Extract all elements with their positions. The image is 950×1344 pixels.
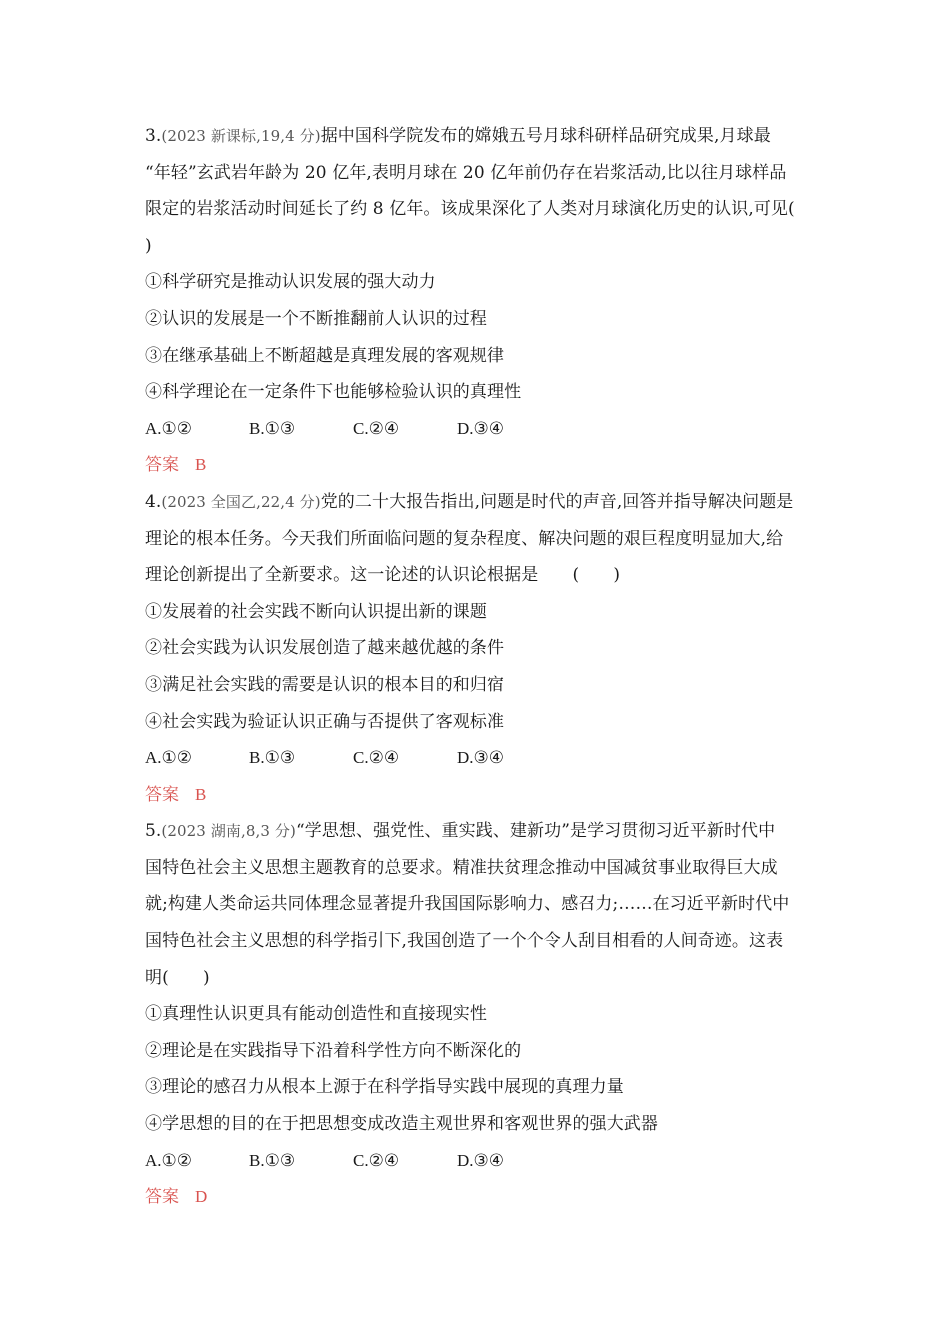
options-row bbox=[145, 1143, 810, 1180]
question-stem-line: 限定的岩浆活动时间延长了约 8 亿年。该成果深化了人类对月球演化历史的认识,可见( bbox=[145, 199, 795, 220]
option-c: C.②④ bbox=[353, 418, 400, 438]
stem-text: 党的二十大报告指出,问题是时代的声音,回答并指导解决问题是 bbox=[320, 491, 794, 512]
answer-line bbox=[145, 777, 810, 814]
question-number: 5. bbox=[145, 821, 162, 842]
answer-line bbox=[145, 1179, 810, 1216]
statement-3: ③满足社会实践的需要是认识的根本目的和归宿 bbox=[145, 674, 505, 695]
question-stem-line: ) bbox=[145, 235, 152, 256]
answer-label: 答案 bbox=[145, 1187, 179, 1208]
statement-3: ③在继承基础上不断超越是真理发展的客观规律 bbox=[145, 345, 505, 366]
statement-4: ④社会实践为验证认识正确与否提供了客观标准 bbox=[145, 711, 505, 732]
statement-2: ②社会实践为认识发展创造了越来越优越的条件 bbox=[145, 638, 505, 659]
answer-label: 答案 bbox=[145, 455, 179, 476]
answer-value: D bbox=[195, 1187, 208, 1207]
question-stem-line bbox=[145, 484, 810, 521]
option-c: C.②④ bbox=[353, 1150, 400, 1170]
option-b: B.①③ bbox=[249, 1150, 296, 1170]
question-number: 4. bbox=[145, 491, 162, 512]
question-5 bbox=[145, 813, 810, 1216]
question-stem-line: “年轻”玄武岩年龄为 20 亿年,表明月球在 20 亿年前仍存在岩浆活动,比以往月球样品 bbox=[145, 162, 787, 183]
option-b: B.①③ bbox=[249, 418, 296, 438]
answer-value: B bbox=[195, 784, 207, 804]
option-a: A.①② bbox=[145, 748, 193, 768]
option-d: D.③④ bbox=[457, 418, 505, 438]
statement-4: ④科学理论在一定条件下也能够检验认识的真理性 bbox=[145, 382, 522, 403]
question-source: (2023 新课标,19,4 分) bbox=[161, 127, 321, 145]
question-3 bbox=[145, 118, 810, 484]
question-page bbox=[145, 118, 810, 1216]
question-source: (2023 湖南,8,3 分) bbox=[161, 822, 296, 841]
options-row bbox=[145, 740, 810, 777]
question-stem-line: 理论的根本任务。今天我们所面临问题的复杂程度、解决问题的艰巨程度明显加大,给 bbox=[145, 528, 784, 549]
question-stem-line: 明( ) bbox=[145, 967, 210, 988]
options-row bbox=[145, 411, 810, 448]
stem-text: “学思想、强党性、重实践、建新功”是学习贯彻习近平新时代中 bbox=[295, 821, 776, 842]
statement-2: ②理论是在实践指导下沿着科学性方向不断深化的 bbox=[145, 1040, 522, 1061]
option-a: A.①② bbox=[145, 1150, 193, 1170]
statement-1: ①真理性认识更具有能动创造性和直接现实性 bbox=[145, 1004, 487, 1025]
question-stem-line: 就;构建人类命运共同体理念显著提升我国国际影响力、感召力;……在习近平新时代中 bbox=[145, 894, 790, 915]
option-c: C.②④ bbox=[353, 748, 400, 768]
question-stem-line: 国特色社会主义思想主题教育的总要求。精准扶贫理念推动中国减贫事业取得巨大成 bbox=[145, 857, 778, 878]
answer-value: B bbox=[195, 455, 207, 475]
stem-text: 据中国科学院发布的嫦娥五号月球科研样品研究成果,月球最 bbox=[320, 126, 771, 146]
option-a: A.①② bbox=[145, 418, 193, 438]
option-b: B.①③ bbox=[249, 748, 296, 768]
question-stem-line bbox=[145, 813, 810, 850]
question-stem-line: 国特色社会主义思想的科学指引下,我国创造了一个个令人刮目相看的人间奇迹。这表 bbox=[145, 931, 784, 952]
option-d: D.③④ bbox=[457, 748, 505, 768]
statement-1: ①科学研究是推动认识发展的强大动力 bbox=[145, 272, 436, 293]
question-stem-line: 理论创新提出了全新要求。这一论述的认识论根据是 ( ) bbox=[145, 565, 621, 586]
question-number: 3. bbox=[145, 126, 162, 146]
question-source: (2023 全国乙,22,4 分) bbox=[161, 492, 321, 511]
question-4 bbox=[145, 484, 810, 813]
statement-1: ①发展着的社会实践不断向认识提出新的课题 bbox=[145, 601, 487, 622]
option-d: D.③④ bbox=[457, 1150, 505, 1170]
question-stem-line bbox=[145, 118, 810, 155]
statement-2: ②认识的发展是一个不断推翻前人认识的过程 bbox=[145, 308, 487, 329]
statement-4: ④学思想的目的在于把思想变成改造主观世界和客观世界的强大武器 bbox=[145, 1114, 658, 1135]
answer-label: 答案 bbox=[145, 784, 179, 805]
answer-line bbox=[145, 447, 810, 484]
statement-3: ③理论的感召力从根本上源于在科学指导实践中展现的真理力量 bbox=[145, 1077, 624, 1098]
